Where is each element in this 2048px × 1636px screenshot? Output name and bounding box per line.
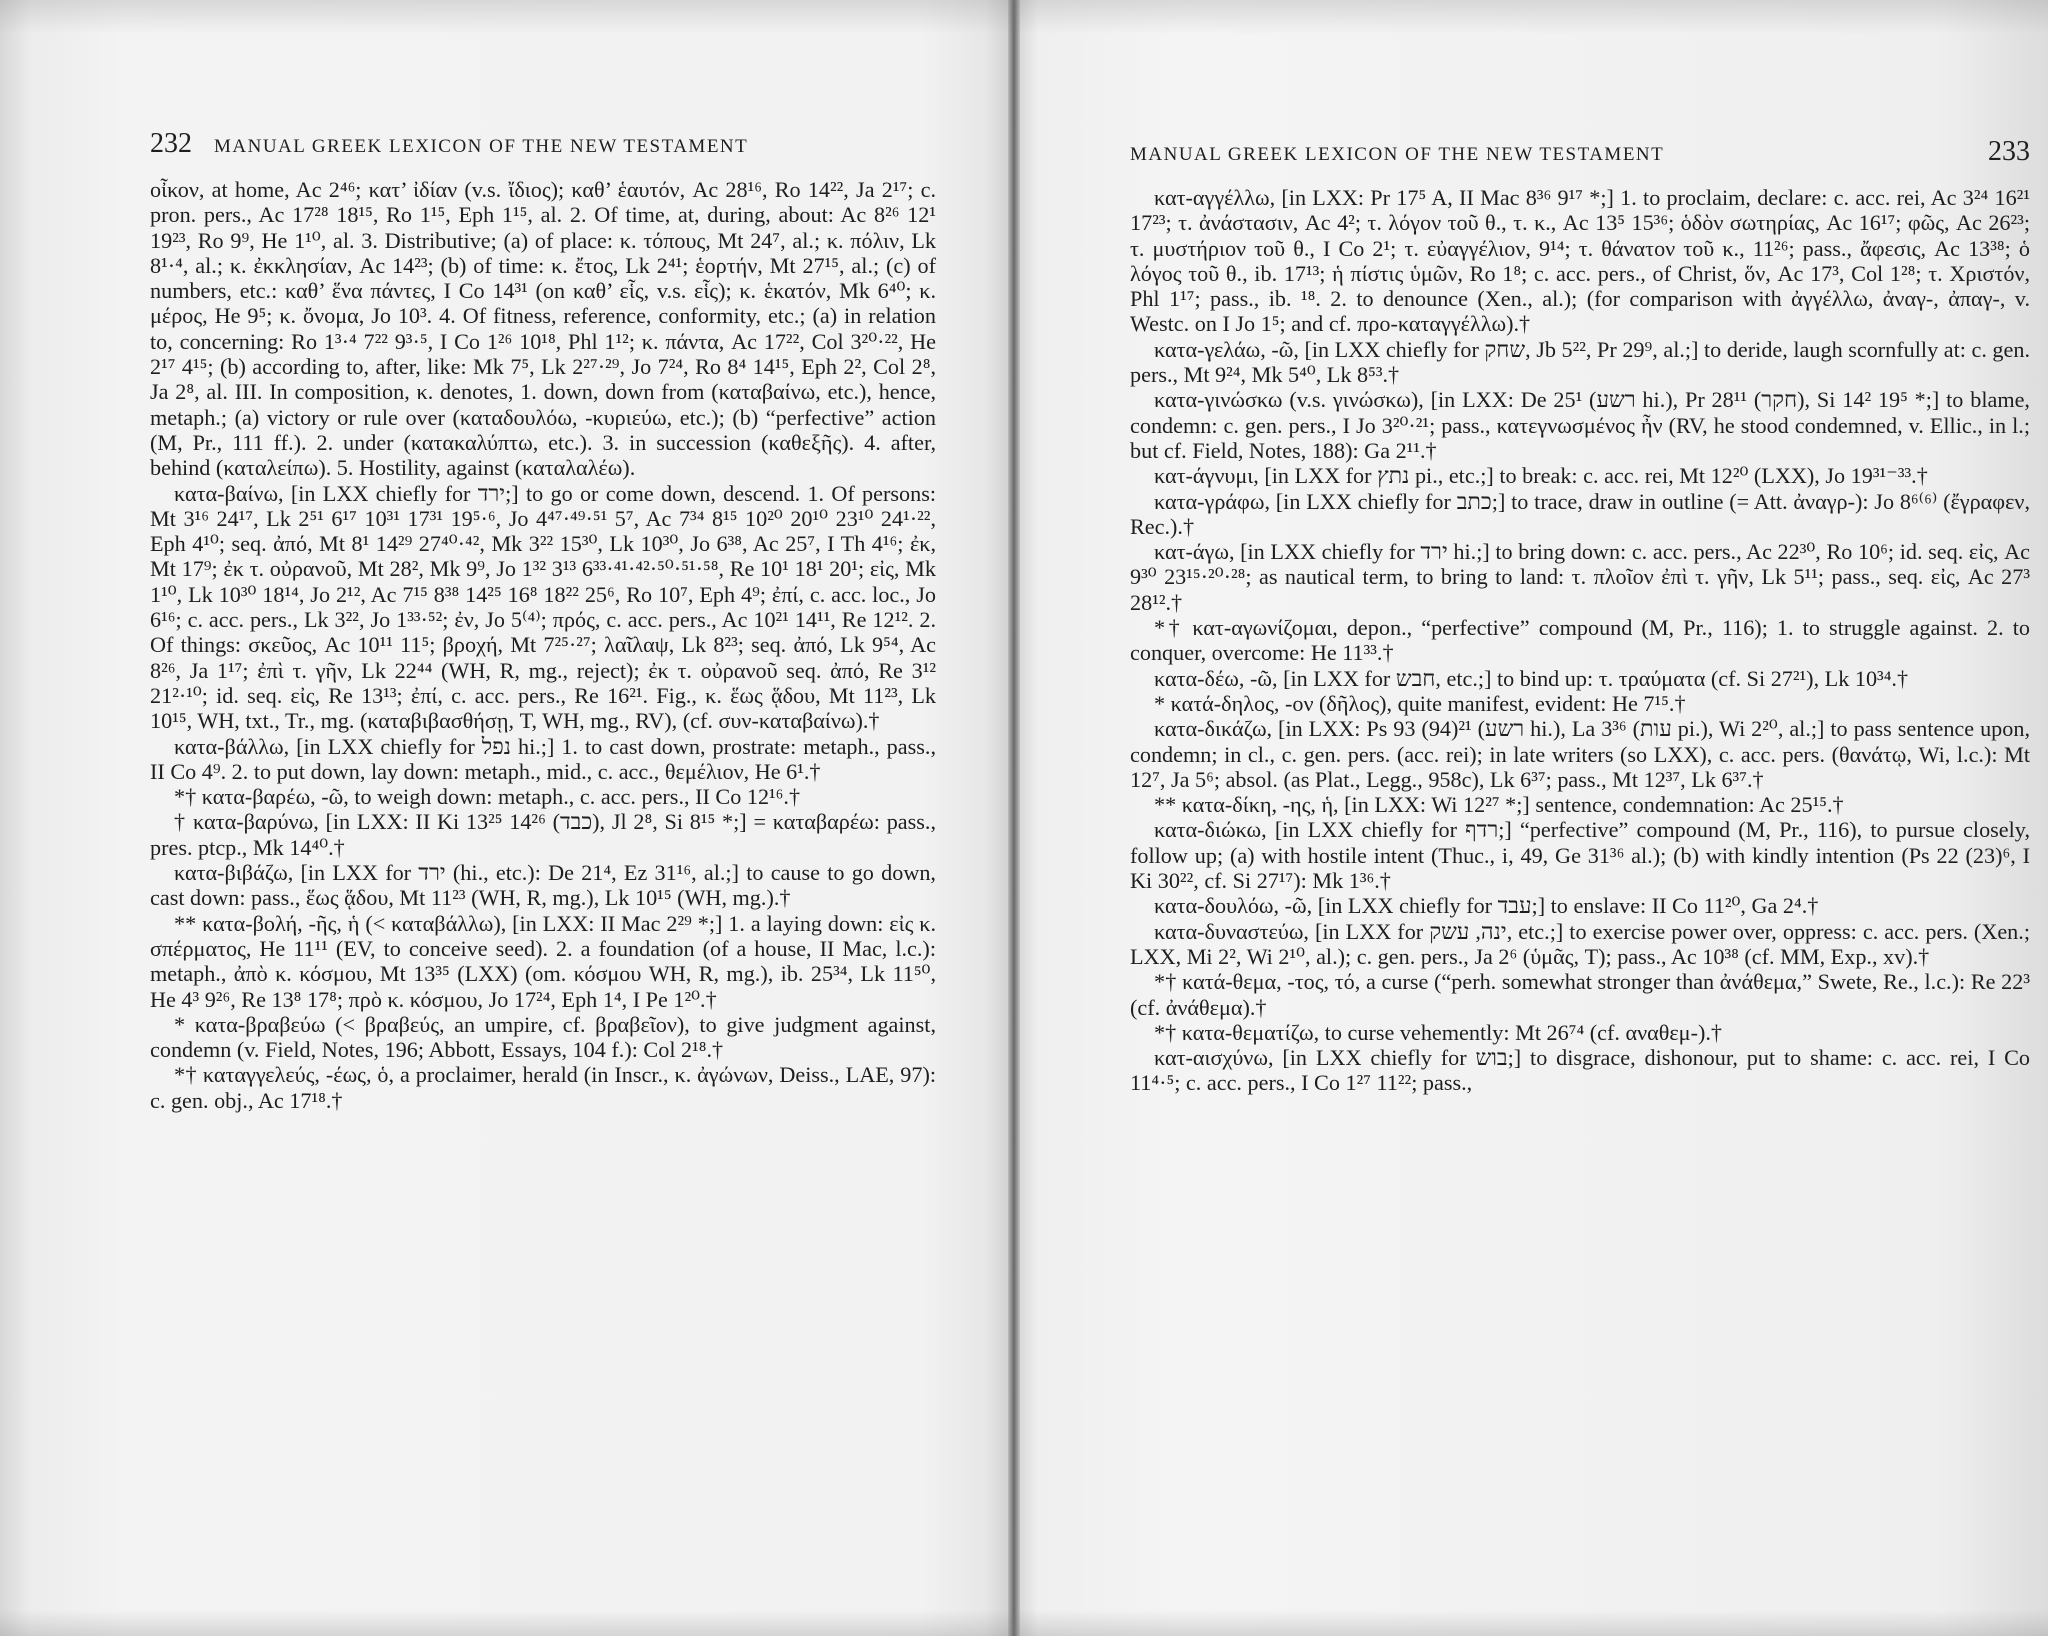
right-running-title: MANUAL GREEK LEXICON OF THE NEW TESTAMENT (1130, 144, 1665, 165)
right-entry-paragraph: κατ-αισχύνω, [in LXX chiefly for בוש;] to disgrace, dishonour, put to shame: c. acc. rei, I Co 11⁴·⁵; c. acc. pers., I Co 1²⁷ 11²²; pass., (1130, 1045, 2030, 1096)
left-entry-paragraph: κατα-βάλλω, [in LXX chiefly for נפל hi.;] 1. to cast down, prostrate: metaph., pass., II Co 4⁹. 2. to put down, lay down: metaph., mid., c. acc., θεμέλιον, He 6¹.† (150, 733, 936, 784)
right-entry-paragraph: κατα-γελάω, -ῶ, [in LXX chiefly for שחק, Jb 5²², Pr 29⁹, al.;] to deride, laugh scornfully at: c. gen. pers., Mt 9²⁴, Mk 5⁴⁰, Lk 8⁵³.† (1130, 336, 2030, 388)
left-entry-paragraph: * κατα-βραβεύω (< βραβεύς, an umpire, cf. βραβεῖον), to give judgment against, condemn (v. Field, Notes, 196; Abbott, Essays, 104 f.): Col 2¹⁸.† (150, 1011, 936, 1063)
right-entry-paragraph: κατ-αγγέλλω, [in LXX: Pr 17⁵ A, II Mac 8³⁶ 9¹⁷ *;] 1. to proclaim, declare: c. acc. rei, Ac 3²⁴ 16²¹ 17²³; τ. ἀνάστασιν, Ac 4²; τ. λόγον τοῦ θ., τ. κ., Ac 13⁵ 15³⁶; ὁδὸν σωτηρίας, Ac 16¹⁷; φῶς, Ac 26²³; τ. μυστήριον τοῦ θ., I Co 2¹; τ. εὐαγγέλιον, 9¹⁴; τ. θάνατον τοῦ κ., 11²⁶; pass., ἄφεσις, Ac 13³⁸; ὁ λόγος τοῦ θ., ib. 17¹³; ἡ πίστις ὑμῶν, Ro 1⁸; c. acc. pers., of Christ, ὅν, Ac 17³, Col 1²⁸; τ. Χριστόν, Phl 1¹⁷; pass., ib. ¹⁸. 2. to denounce (Xen., al.); (for comparison with ἀγγέλλω, ἀναγ-, ἀπαγ-, v. Westc. on I Jo 1⁵; and cf. προ-καταγγέλλω).† (1130, 185, 2030, 337)
right-entry-paragraph: ** κατα-δίκη, -ης, ἡ, [in LXX: Wi 12²⁷ *;] sentence, condemnation: Ac 25¹⁵.† (1154, 792, 1844, 818)
left-paragraph: οἶκον, at home, Ac 2⁴⁶; κατ’ ἰδίαν (v.s. ἴδιος); καθ’ ἑαυτόν, Ac 28¹⁶, Ro 14²², Ja 2¹⁷; c. pron. pers., Ac 17²⁸ 18¹⁵, Ro 1¹⁵, Eph 1¹⁵, al. 2. Of time, at, during, about: Ac 8²⁶ 12¹ 19²³, Ro 9⁹, He 1¹⁰, al. 3. Distributive; (a) of place: κ. τόπους, Mt 24⁷, al.; κ. πόλιν, Lk 8¹·⁴, al.; κ. ἐκκλησίαν, Ac 14²³; (b) of time: κ. ἔτος, Lk 2⁴¹; ἑορτήν, Mt 27¹⁵, al.; (c) of numbers, etc.: καθ’ ἕνα πάντες, I Co 14³¹ (on καθ’ εἷς, v.s. εἷς); κ. ἑκατόν, Mk 6⁴⁰; κ. μέρος, He 9⁵; κ. ὄνομα, Jo 10³. 4. Of fitness, reference, conformity, etc.; (a) in relation to, concerning: Ro 1³·⁴ 7²² 9³·⁵, I Co 1²⁶ 10¹⁸, Phl 1¹²; κ. πάντα, Ac 17²², Col 3²⁰·²², He 2¹⁷ 4¹⁵; (b) according to, after, like: Mk 7⁵, Lk 2²⁷·²⁹, Jo 7²⁴, Ro 8⁴ 14¹⁵, Eph 2², Col 2⁸, Ja 2⁸, al. III. In composition, κ. denotes, 1. down, down from (καταβαίνω, etc.), hence, metaph.; (a) victory or rule over (καταδουλόω, -κυριεύω, etc.); (b) “perfective” action (M, Pr., 111 ff.). 2. under (κατακαλύπτω, etc.). 3. in succession (καθεξῆς). 4. after, behind (καταλείπω). 5. Hostility, against (καταλαλέω). (150, 177, 936, 481)
right-entry-paragraph: κατα-δουλόω, -ῶ, [in LXX chiefly for עבד;] to enslave: II Co 11²⁰, Ga 2⁴.† (1154, 893, 1819, 919)
left-entry-paragraph: κατα-βιβάζω, [in LXX for ירד (hi., etc.): De 21⁴, Ez 31¹⁶, al.;] to cause to go down, cast down: pass., ἕως ᾅδου, Mt 11²³ (WH, R, mg.), Lk 10¹⁵ (WH, mg.).† (150, 860, 936, 911)
right-entry-paragraph: κατα-δυναστεύω, [in LXX for ינה, עשק, etc.;] to exercise power over, oppress: c. acc. pers. (Xen.; LXX, Mi 2², Wi 2¹⁰, al.); c. gen. pers., Ja 2⁶ (ὑμᾶς, T); pass., Ac 10³⁸ (cf. MM, Exp., xv).† (1130, 918, 2030, 969)
page-shadow-bottom (1024, 1610, 2048, 1636)
left-entry-paragraph: *† καταγγελεύς, -έως, ὁ, a proclaimer, herald (in Inscr., κ. ἀγώνων, Deiss., LAE, 97): c. gen. obj., Ac 17¹⁸.† (150, 1062, 936, 1113)
right-entry-paragraph: κατα-δικάζω, [in LXX: Ps 93 (94)²¹ (רשע hi.), La 3³⁶ (עות pi.), Wi 2²⁰, al.;] to pass sentence upon, condemn; in cl., c. gen. pers. (acc. rei); in late writers (so LXX), c. acc. pers. (θανάτῳ, Wi, l.c.): Mt 12⁷, Ja 5⁶; absol. (as Plat., Legg., 958c), Lk 6³⁷; pass., Mt 12³⁷, Lk 6³⁷.† (1130, 716, 2030, 792)
right-entry-paragraph: *† κατα-θεματίζω, to curse vehemently: Mt 26⁷⁴ (cf. αναθεμ-).† (1154, 1019, 1722, 1045)
right-entry-paragraph: κατ-άγω, [in LXX chiefly for ירד hi.;] to bring down: c. acc. pers., Ac 22³⁰, Ro 10⁶; id. seq. εἰς, Ac 9³⁰ 23¹⁵·²⁰·²⁸; as nautical term, to bring to land: τ. πλοῖον ἐπὶ τ. γῆν, Lk 5¹¹; pass., seq. εἰς, Ac 27³ 28¹².† (1130, 539, 2030, 615)
right-entry-paragraph: *† κατά-θεμα, -τος, τό, a curse (“perh. somewhat stronger than ἀνάθεμα,” Swete, Re., l.c.): Re 22³ (cf. ἀνάθεμα).† (1130, 969, 2030, 1020)
right-entry-paragraph: κατα-δέω, -ῶ, [in LXX for חבש, etc.;] to bind up: τ. τραύματα (cf. Si 27²¹), Lk 10³⁴.† (1154, 665, 1909, 691)
right-entry-paragraph: κατα-διώκω, [in LXX chiefly for רדף;] “perfective” compound (M, Pr., 116), to pursue closely, follow up; (a) with hostile intent (Thuc., i, 49, Ge 31³⁶ al.); (b) with kindly intention (Ps 22 (23)⁶, I Ki 30²², cf. Si 27¹⁷): Mk 1³⁶.† (1130, 817, 2031, 894)
right-page-number: 233 (1988, 136, 2030, 167)
right-page (1024, 0, 2048, 1636)
right-text-column (1130, 185, 2030, 1096)
right-entry-paragraph: κατα-γινώσκω (v.s. γινώσκω), [in LXX: De 25¹ (רשע hi.), Pr 28¹¹ (חקר), Si 14² 19⁵ *;] to blame, condemn: c. gen. pers., I Jo 3²⁰·²¹; pass., κατεγνωσμένος ἦν (RV, he stood condemned, v. Ellic., in l.; but cf. Field, Notes, 188): Ga 2¹¹.† (1130, 387, 2030, 463)
right-entry-paragraph: κατ-άγνυμι, [in LXX for נתץ pi., etc.;] to break: c. acc. rei, Mt 12²⁰ (LXX), Jo 19³¹⁻³³.† (1154, 463, 1928, 489)
page-shadow-top (1024, 0, 2048, 34)
left-page-header (150, 128, 954, 160)
left-entry-paragraph: *† κατα-βαρέω, -ῶ, to weigh down: metaph., c. acc. pers., II Co 12¹⁶.† (174, 784, 801, 810)
right-page-header (1130, 136, 2030, 168)
left-page-number: 232 (150, 128, 192, 159)
left-entry-paragraph: † κατα-βαρύνω, [in LXX: II Ki 13²⁵ 14²⁶ (כבד), Jl 2⁸, Si 8¹⁵ *;] = καταβαρέω: pass., pres. ptcp., Mk 14⁴⁰.† (150, 809, 936, 860)
left-entry-paragraph: κατα-βαίνω, [in LXX chiefly for ירד;] to go or come down, descend. 1. Of persons: Mt 3¹⁶ 24¹⁷, Lk 2⁵¹ 6¹⁷ 10³¹ 17³¹ 19⁵·⁶, Jo 4⁴⁷·⁴⁹·⁵¹ 5⁷, Ac 7³⁴ 8¹⁵ 10²⁰ 20¹⁰ 23¹⁰ 24¹·²², Eph 4¹⁰; seq. ἀπό, Mt 8¹ 14²⁹ 27⁴⁰·⁴², Mk 3²² 15³⁰, Lk 10³⁰, Jo 6³⁸, Ac 25⁷, I Th 4¹⁶; ἐκ, Mt 17⁹; ἐκ τ. οὐρανοῦ, Mt 28², Mk 9⁹, Jo 1³² 3¹³ 6³³·⁴¹·⁴²·⁵⁰·⁵¹·⁵⁸, Re 10¹ 18¹ 20¹; εἰς, Mk 1¹⁰, Lk 10³⁰ 18¹⁴, Jo 2¹², Ac 7¹⁵ 8³⁸ 14²⁵ 16⁸ 18²² 25⁶, Ro 10⁷, Eph 4⁹; ἐπί, c. acc. loc., Jo 6¹⁶; c. acc. pers., Lk 3²², Jo 1³³·⁵²; ἐν, Jo 5⁽⁴⁾; πρός, c. acc. pers., Ac 10²¹ 14¹¹, Re 12¹². 2. Of things: σκεῦος, Ac 10¹¹ 11⁵; βροχή, Mt 7²⁵·²⁷; λαῖλαψ, Lk 8²³; seq. ἀπό, Lk 9⁵⁴, Ac 8²⁶, Ja 1¹⁷; ἐπὶ τ. γῆν, Lk 22⁴⁴ (WH, R, mg., reject); ἐκ τ. οὐρανοῦ seq. ἀπό, Re 3¹² 21²·¹⁰; id. seq. εἰς, Re 13¹³; ἐπί, c. acc. pers., Re 16²¹. Fig., κ. ἕως ᾅδου, Mt 11²³, Lk 10¹⁵, WH, txt., Tr., mg. (καταβιβασθήσῃ, T, WH, mg., RV), (cf. συν-καταβαίνω).† (150, 480, 937, 734)
right-entry-paragraph: * κατά-δηλος, -ον (δῆλος), quite manifest, evident: He 7¹⁵.† (1154, 690, 1686, 716)
right-entry-paragraph: *† κατ-αγωνίζομαι, depon., “perfective” compound (M, Pr., 116); 1. to struggle against. 2. to conquer, overcome: He 11³³.† (1130, 615, 2030, 666)
left-text-column (150, 177, 936, 1113)
page-shadow-bottom (0, 1610, 1024, 1636)
left-running-title: MANUAL GREEK LEXICON OF THE NEW TESTAMENT (214, 136, 749, 157)
left-entry-paragraph: ** κατα-βολή, -ῆς, ἡ (< καταβάλλω), [in LXX: II Mac 2²⁹ *;] 1. a laying down: εἰς κ. σπέρματος, He 11¹¹ (EV, to conceive seed). 2. a foundation (of a house, II Mac, l.c.): metaph., ἀπὸ κ. κόσμου, Mt 13³⁵ (LXX) (om. κόσμου WH, R, mg.), ib. 25³⁴, Lk 11⁵⁰, He 4³ 9²⁶, Re 13⁸ 17⁸; πρὸ κ. κόσμου, Jo 17²⁴, Eph 1⁴, I Pe 1²⁰.† (150, 910, 936, 1012)
right-entry-paragraph: κατα-γράφω, [in LXX chiefly for כתב;] to trace, draw in outline (= Att. ἀναγρ-): Jo 8⁶⁽⁶⁾ (ἔγραφεν, Rec.).† (1130, 488, 2030, 539)
page-shadow-top (0, 0, 1024, 34)
